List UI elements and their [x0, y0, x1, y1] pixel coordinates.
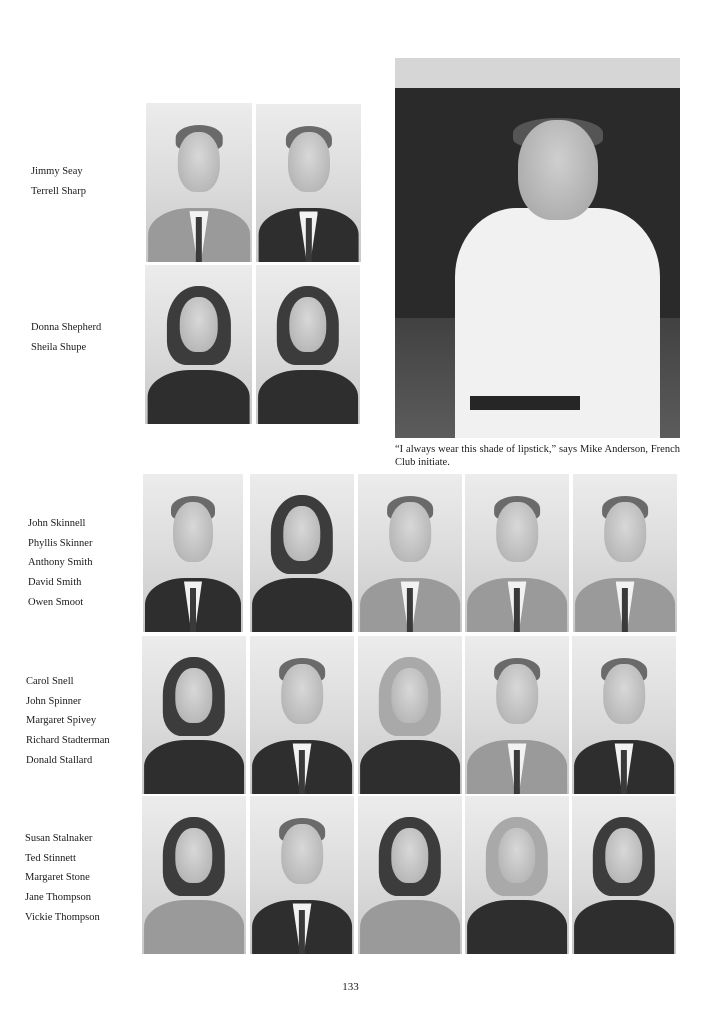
portrait-photo	[358, 636, 462, 794]
portrait-photo	[465, 796, 569, 954]
name-list-group-4	[26, 672, 110, 771]
student-name: John Spinner	[26, 695, 82, 707]
portrait-photo	[358, 474, 462, 632]
portrait-photo	[465, 474, 569, 632]
portrait-photo	[250, 474, 354, 632]
student-name: Carol Snell	[26, 676, 74, 687]
student-name: Owen Smoot	[28, 596, 84, 608]
portrait-photo	[250, 796, 354, 954]
photo-caption: “I always wear this shade of lipstick,” says Mike Anderson, French Club initiate.	[395, 444, 680, 468]
student-name: John Skinnell	[28, 518, 86, 529]
portrait-photo	[572, 796, 676, 954]
portrait-photo	[146, 103, 252, 262]
portrait-photo	[250, 636, 354, 794]
student-name: Jane Thompson	[25, 892, 92, 904]
portrait-photo	[358, 796, 462, 954]
student-name: Vickie Thompson	[25, 911, 100, 923]
portrait-photo	[573, 474, 677, 632]
student-name: Phyllis Skinner	[28, 537, 93, 549]
portrait-photo	[256, 265, 360, 424]
name-list-group-5	[25, 829, 100, 928]
portrait-photo	[465, 636, 569, 794]
student-name: Margaret Stone	[25, 872, 90, 884]
portrait-photo	[145, 265, 252, 424]
page-number: 133	[342, 981, 359, 993]
name-list-group-3	[28, 514, 92, 613]
student-name: Donna Shepherd	[31, 322, 102, 333]
student-name: Richard Stadterman	[26, 735, 110, 747]
name-list-group-1	[31, 162, 86, 201]
portrait-photo	[142, 796, 246, 954]
student-name: Susan Stalnaker	[25, 833, 93, 844]
portrait-photo	[572, 636, 676, 794]
portrait-photo	[143, 474, 243, 632]
student-name: David Smith	[28, 577, 82, 589]
student-name: Jimmy Seay	[31, 166, 83, 177]
student-name: Terrell Sharp	[31, 185, 86, 197]
student-name: Donald Stallard	[26, 754, 93, 766]
student-name: Margaret Spivey	[26, 715, 97, 727]
name-list-group-2	[31, 318, 101, 357]
portrait-photo	[142, 636, 246, 794]
student-name: Anthony Smith	[28, 557, 93, 569]
candid-photo-mike-anderson	[395, 58, 680, 438]
portrait-photo	[256, 104, 361, 262]
student-name: Sheila Shupe	[31, 341, 87, 353]
student-name: Ted Stinnett	[25, 852, 76, 864]
